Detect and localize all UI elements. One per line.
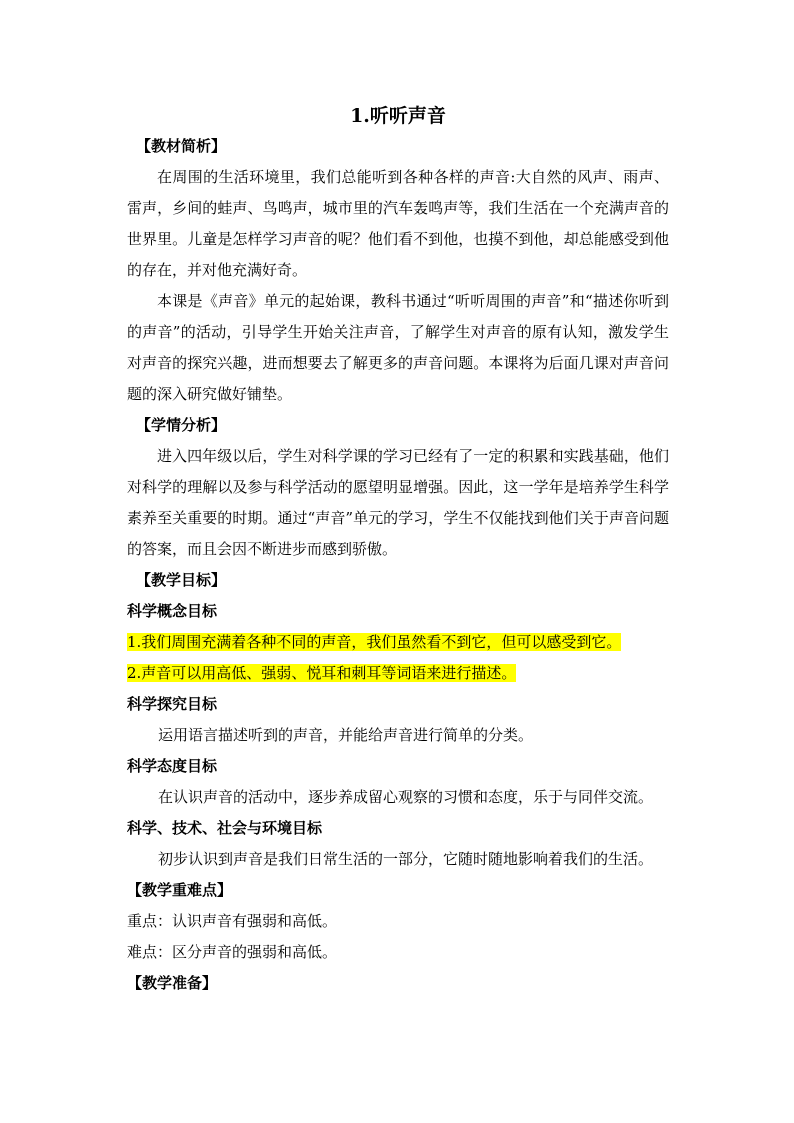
paragraph-students-1: 进入四年级以后，学生对科学课的学习已经有了一定的积累和实践基础，他们对科学的理解以及参与科学活动的愿望明显增强。因此，这一学年是培养学生科学素养至关重要的时期。通过“声音”单元的学习，学生不仅能找到他们关于声音问题的答案，而且会因不断进步而感到骄傲。 [127, 447, 669, 558]
highlighted-text: 2.声音可以用高低、强弱、悦耳和刺耳等词语来进行描述。 [127, 664, 517, 682]
section-heading-materials: 【教材简析】 [136, 137, 227, 155]
goal-label-attitude: 科学态度目标 [127, 757, 218, 775]
key-point-focus: 重点：认识声音有强弱和高低。 [127, 912, 338, 930]
goal-inquiry-text: 运用语言描述听到的声音，并能给声音进行简单的分类。 [158, 726, 534, 744]
paragraph-materials-1: 在周围的生活环境里，我们总能听到各种各样的声音:大自然的风声、雨声、雷声，乡间的蛙声、鸟鸣声，城市里的汽车轰鸣声等，我们生活在一个充满声音的世界里。儿童是怎样学习声音的呢？他们看不到他，也摸不到他，却总能感受到他的存在，并对他充满好奇。 [127, 168, 669, 279]
document-title: 1.听听声音 [350, 105, 446, 127]
section-heading-key-points: 【教学重难点】 [127, 881, 233, 899]
document-content [127, 100, 669, 999]
goal-label-stse: 科学、技术、社会与环境目标 [127, 819, 323, 837]
goal-attitude-text: 在认识声音的活动中，逐步养成留心观察的习惯和态度，乐于与同伴交流。 [158, 788, 654, 806]
goal-concept-item-1 [127, 627, 669, 658]
section-heading-goals: 【教学目标】 [136, 571, 227, 589]
key-point-difficulty: 难点：区分声音的强弱和高低。 [127, 943, 338, 961]
section-heading-preparation: 【教学准备】 [127, 974, 218, 992]
highlighted-text: 1.我们周围充满着各种不同的声音，我们虽然看不到它，但可以感受到它。 [127, 633, 622, 651]
paragraph-materials-2: 本课是《声音》单元的起始课，教科书通过“听听周围的声音”和“描述你听到的声音”的活动，引导学生开始关注声音，了解学生对声音的原有认知，激发学生对声音的探究兴趣，进而想要去了解更多的声音问题。本课将为后面几课对声音问题的深入研究做好铺垫。 [127, 292, 669, 403]
goal-concept-item-2 [127, 658, 669, 689]
goal-label-concept: 科学概念目标 [127, 602, 218, 620]
goal-label-inquiry: 科学探究目标 [127, 695, 218, 713]
goal-stse-text: 初步认识到声音是我们日常生活的一部分，它随时随地影响着我们的生活。 [158, 850, 654, 868]
section-heading-students: 【学情分析】 [136, 416, 227, 434]
